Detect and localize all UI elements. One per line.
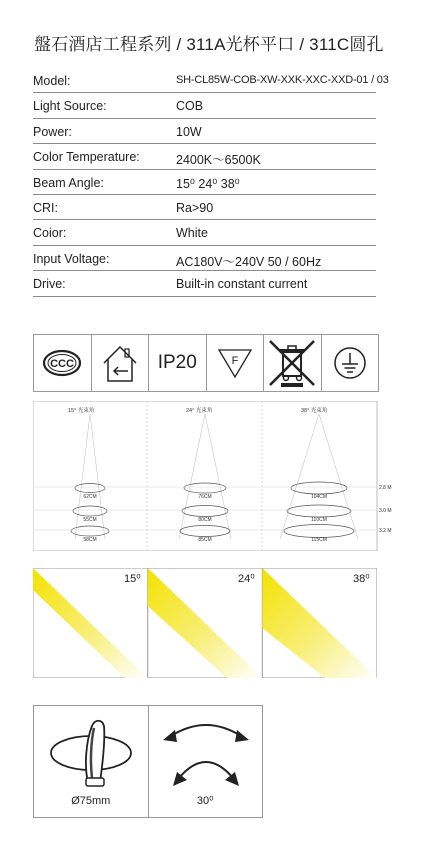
angle-panel-38 [262,568,377,678]
beam-diameter-label: 62CM [83,494,97,500]
ccc-mark-text: CCC [50,358,75,370]
beam-angle-label: 38° 光束角 [301,408,328,414]
angle-label: 24⁰ [238,573,255,585]
spec-key: Power: [33,124,72,139]
spec-row-color-temperature [33,144,376,169]
distance-label: 3.0 M [379,508,392,514]
beam-diameter-label: 104CM [310,494,328,500]
spec-key: Color Temperature: [33,150,140,165]
protective-earth-icon [332,345,368,381]
spec-row-beam-angle [33,170,376,195]
spec-value: SH-CL85W-COB-XW-XXK-XXC-XXD-01 / 03 [176,74,389,86]
indoor-use-cert-cell [92,335,150,391]
distance-label: 3.2 M [379,528,392,534]
tilt-angle-label: 30⁰ [196,795,214,807]
spec-row-input-voltage [33,246,376,271]
ip-rating-cert-cell [149,335,207,391]
beam-diagram-frame [33,401,377,551]
weee-cert-cell [264,335,322,391]
beam-spot-ellipse [182,506,228,517]
f-mark-text: F [231,355,239,367]
page-title: 盤石酒店工程系列 / 311A光杯平口 / 311C圆孔 [34,35,384,54]
spec-key: CRI: [33,200,58,215]
spec-table [33,68,389,297]
ccc-cert-cell [34,335,92,391]
spec-row-color [33,220,376,245]
spec-value: 2400K～6500K [176,153,261,168]
spec-value: Ra>90 [176,200,214,215]
angle-label: 15⁰ [124,573,141,585]
beam-diameter-label: 85CM [198,537,212,543]
beam-diameter-label: 110CM [311,517,327,523]
spec-row-light-source [33,93,376,118]
tilt-rotation-icon [149,706,263,796]
beam-angle-label: 24° 光束角 [186,408,213,414]
f-mark-cert-cell [207,335,265,391]
beam-spot-ellipse [287,505,351,517]
install-info-panel [33,705,263,818]
beam-angle-label: 15° 光束角 [68,408,95,414]
angle-panel-24 [148,568,263,678]
ccc-mark-icon [41,348,83,378]
f-triangle-icon [215,345,255,381]
angle-panel-15 [33,568,148,678]
beam-diameter-label: 76CM [198,494,212,500]
ground-cert-cell [322,335,379,391]
spec-key: Coior: [33,226,67,241]
cutout-diameter-label: Ø75mm [71,795,111,807]
spec-key: Beam Angle: [33,175,104,190]
downlight-cutout-icon [34,706,148,796]
beam-column-24 [179,406,231,543]
beam-spot-ellipse [291,482,347,494]
certification-strip [33,334,379,392]
spec-value: COB [176,99,204,114]
beam-spot-ellipse [71,526,109,536]
spec-row-cri [33,195,376,220]
spec-value: 10W [176,124,202,139]
house-indoor-icon [98,341,142,385]
spec-value: Built-in constant current [176,277,308,292]
spec-key: Model: [33,74,71,88]
beam-spot-ellipse [75,484,105,493]
spec-key: Drive: [33,277,66,292]
spec-key: Light Source: [33,99,107,114]
beam-spot-ellipse [180,526,230,537]
spec-row-model [33,68,389,93]
beam-column-38 [280,406,358,543]
beam-spread-diagram [33,401,393,551]
beam-diameter-label: 115CM [311,537,327,543]
distance-label: 2.8 M [379,485,392,491]
ip-rating-text: IP20 [157,352,197,373]
spec-key: Input Voltage: [33,251,110,266]
beam-angle-panels [33,568,377,678]
beam-diameter-label: 58CM [83,537,97,543]
beam-spot-ellipse [184,483,226,493]
crossed-bin-icon [266,337,318,389]
beam-diameter-label: 80CM [198,517,212,523]
beam-spot-ellipse [284,525,354,538]
beam-column-15 [68,406,109,543]
angle-label: 38⁰ [353,573,370,585]
beam-diameter-label: 55CM [83,517,97,523]
spec-value: 15⁰ 24⁰ 38⁰ [176,176,240,191]
spec-row-drive [33,271,376,296]
beam-spot-ellipse [73,506,107,516]
spec-value: AC180V～240V 50 / 60Hz [176,254,322,269]
tilt-angle-cell [149,706,263,817]
spec-value: White [176,226,208,241]
spec-row-power [33,119,376,144]
cutout-diameter-cell [34,706,149,817]
